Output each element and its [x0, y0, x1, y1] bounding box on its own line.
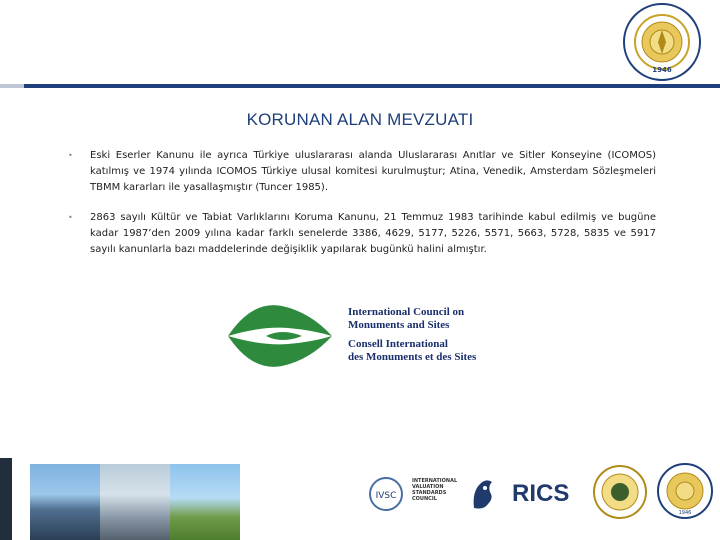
ivsc-text-line: STANDARDS — [412, 490, 447, 496]
ankara-university-seal-small-logo — [656, 462, 714, 520]
small-seal-year: 1946 — [678, 510, 692, 516]
landscape-photo — [170, 464, 240, 540]
icomos-emblem-icon — [222, 296, 342, 376]
faculty-seal-logo — [592, 464, 648, 520]
icomos-line: International Council on — [348, 306, 465, 318]
skyscraper-photo — [100, 464, 170, 540]
seal-year: 1946 — [652, 66, 672, 74]
icomos-line: des Monuments et des Sites — [348, 351, 477, 363]
ivsc-text-line: COUNCIL — [412, 496, 437, 502]
ivsc-text-line: INTERNATIONAL — [412, 478, 458, 484]
ivsc-text-line: VALUATION — [412, 484, 444, 490]
footer-dark-block — [0, 458, 12, 540]
rics-lion-icon — [468, 474, 498, 514]
page-title: KORUNAN ALAN MEVZUATI — [246, 110, 474, 129]
bullet-list — [68, 148, 656, 272]
icomos-logo-text — [348, 306, 476, 364]
ankara-university-seal-logo — [622, 2, 702, 82]
bullet-marker: • — [68, 151, 73, 160]
bullet-marker: • — [68, 213, 73, 222]
bullet-text: Eski Eserler Kanunu ile ayrıca Türkiye uluslararası alanda Uluslararası Anıtlar ve Sitler Konseyine (ICOMOS) katılmış ve 1974 yılında ICOMOS Türkiye ulusal komitesi kurulmuştur; Atina, Venedik, Amsterdam Sözleşmeleri TBMM kararları ile yasallaşmıştır (Tuncer 1985). — [90, 150, 656, 193]
icomos-line: Consell International — [348, 338, 448, 350]
ivsc-logo-icon — [368, 466, 404, 526]
header-divider-accent — [0, 84, 24, 88]
ivsc-label: IVSC — [375, 491, 397, 501]
ivsc-logo-text — [412, 478, 457, 502]
list-item — [68, 148, 656, 196]
icomos-line: Monuments and Sites — [348, 319, 450, 331]
bullet-text: 2863 sayılı Kültür ve Tabiat Varlıklarını Koruma Kanunu, 21 Temmuz 1983 tarihinde kabul edilmiş ve bugüne kadar 1987’den 2009 yılına kadar farklı senelerde 3386, 4629, 5177, 5226, 5571, 5663, 5728, 5835 ve 5917 sayılı kanunlarla bazı maddelerinde değişiklik yapılarak bugünkü halini almıştır. — [90, 212, 656, 255]
list-item — [68, 210, 656, 258]
header-divider — [0, 84, 720, 88]
icomos-logo — [222, 296, 512, 376]
rics-logo-text: RICS — [512, 480, 570, 507]
city-skyline-photo — [30, 464, 100, 540]
